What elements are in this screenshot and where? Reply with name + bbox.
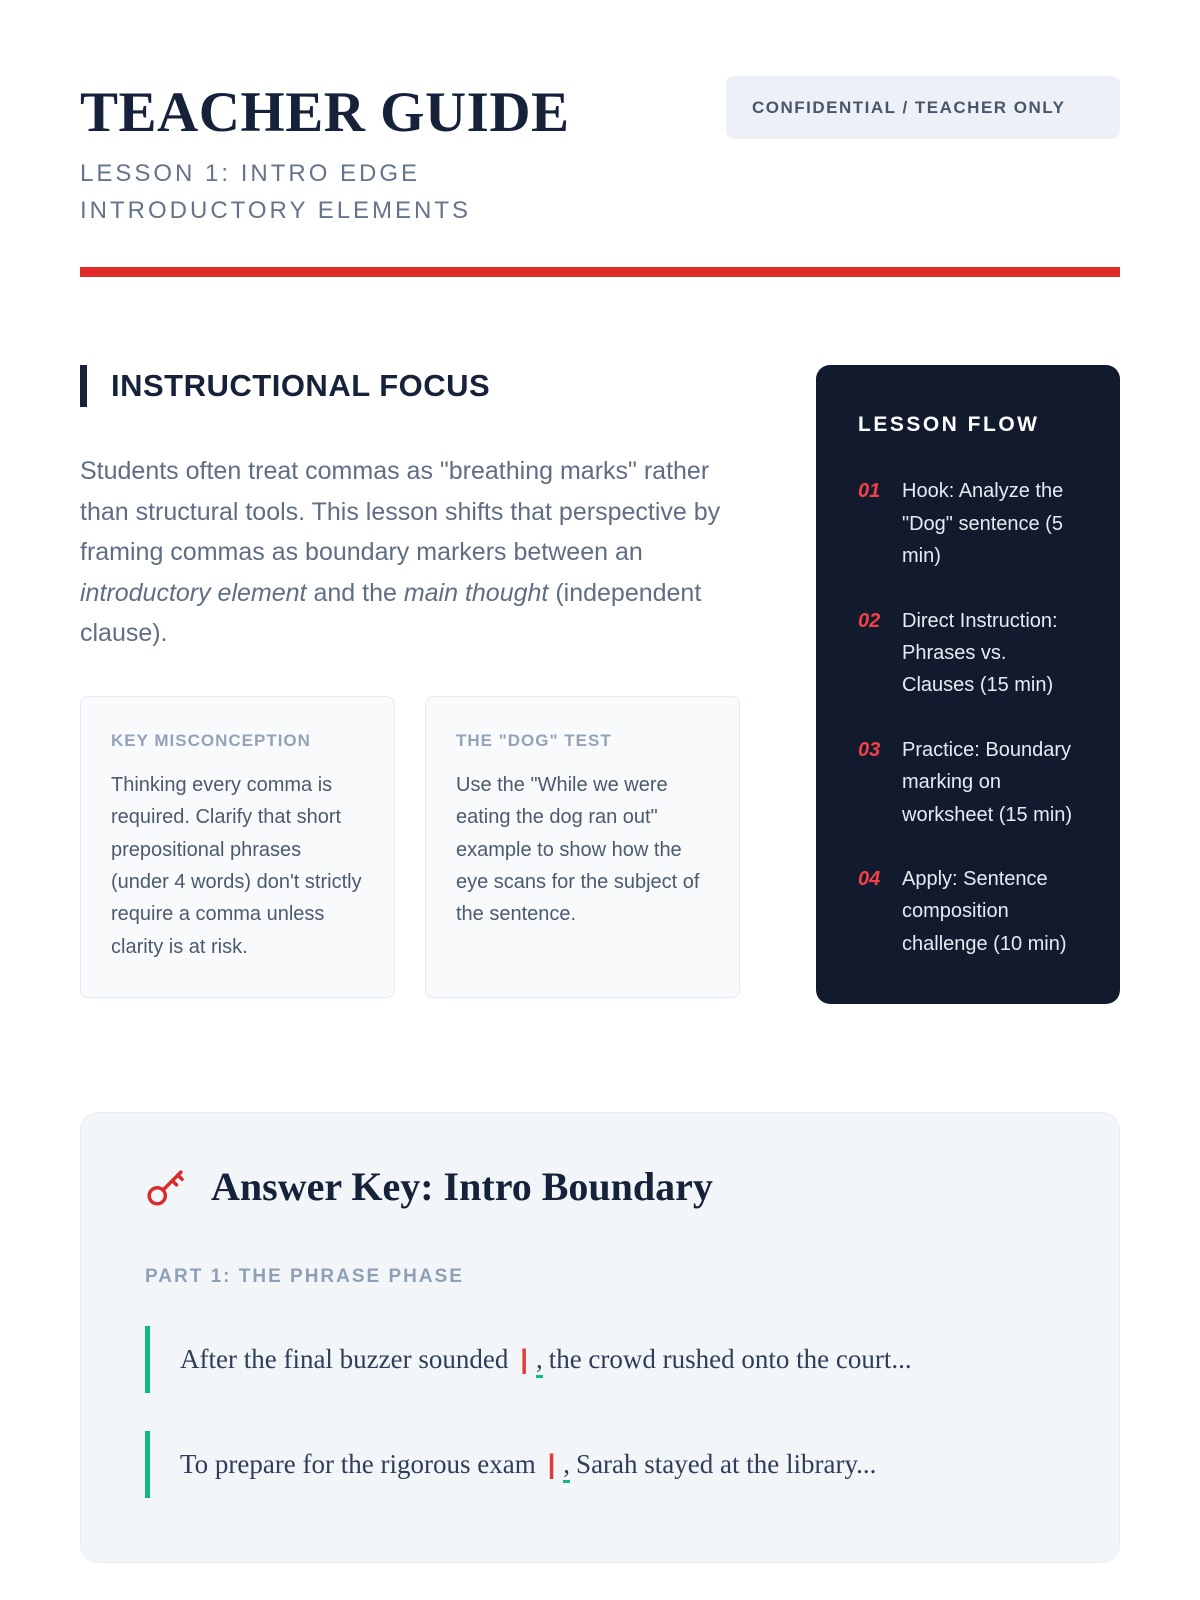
lesson-flow-item <box>858 863 1080 960</box>
instructional-focus-column <box>80 365 740 998</box>
answer-sentence <box>145 1326 1055 1393</box>
divider-rule <box>80 267 1120 277</box>
step-number: 04 <box>858 867 881 890</box>
lesson-flow-card <box>816 365 1120 1004</box>
sentence-before: To prepare for the rigorous exam <box>180 1449 536 1480</box>
page-subtitle: LESSON 1: INTRO EDGE INTRODUCTORY ELEMENTS <box>80 160 472 225</box>
main-content-row <box>80 365 1120 1004</box>
card-body: Use the "While we were eating the dog ran out" example to show how the eye scans for the subject of the sentence. <box>456 773 700 926</box>
sentence-before: After the final buzzer sounded <box>180 1344 509 1375</box>
sentence-after: the crowd rushed onto the court... <box>548 1344 912 1375</box>
step-text: Hook: Analyze the "Dog" sentence (5 min) <box>902 480 1064 568</box>
focus-paragraph-italic-1: introductory element <box>80 578 307 607</box>
focus-paragraph-text: Students often treat commas as "breathing marks" rather than structural tools. This lesson shifts that perspective by framing commas as boundary markers between an <box>80 457 721 567</box>
answer-key-title-row <box>145 1163 1055 1210</box>
card-body: Thinking every comma is required. Clarify that short prepositional phrases (under 4 words) don't strictly require a comma unless clarity is at risk. <box>111 773 362 958</box>
header <box>80 81 1120 229</box>
focus-paragraph-text-3: (independent clause). <box>80 578 702 648</box>
card-title: THE "DOG" TEST <box>456 730 612 750</box>
section-heading <box>80 365 740 407</box>
focus-paragraph-text-2: and the <box>306 578 404 607</box>
card-title: KEY MISCONCEPTION <box>111 730 311 750</box>
sentence-after: Sarah stayed at the library... <box>576 1449 877 1480</box>
tips-cards-row <box>80 696 740 998</box>
lesson-flow-item <box>858 734 1080 831</box>
lesson-flow-heading: LESSON FLOW <box>858 413 1040 437</box>
key-icon <box>145 1166 187 1208</box>
marked-comma: , <box>563 1449 570 1483</box>
section-title: INSTRUCTIONAL FOCUS <box>111 368 491 404</box>
page-title: TEACHER GUIDE <box>80 81 570 144</box>
focus-paragraph-italic-2: main thought <box>403 578 549 607</box>
confidential-badge: CONFIDENTIAL / TEACHER ONLY <box>726 76 1120 139</box>
step-text: Practice: Boundary marking on worksheet (15 min) <box>902 738 1073 826</box>
answer-key-card <box>80 1112 1120 1563</box>
focus-paragraph <box>80 451 740 654</box>
step-number: 03 <box>858 738 881 761</box>
answer-key-title: Answer Key: Intro Boundary <box>211 1164 713 1210</box>
step-number: 01 <box>858 480 881 503</box>
marked-comma: , <box>536 1344 543 1378</box>
step-text: Apply: Sentence composition challenge (10 min) <box>902 867 1067 955</box>
heading-accent-bar <box>80 365 87 407</box>
step-text: Direct Instruction: Phrases vs. Clauses (15 min) <box>902 609 1058 697</box>
dog-test-card <box>425 696 740 998</box>
key-misconception-card <box>80 696 395 998</box>
step-number: 02 <box>858 609 881 632</box>
boundary-marker: | <box>547 1449 556 1480</box>
boundary-marker: | <box>520 1344 528 1375</box>
answer-sentence <box>145 1431 1055 1498</box>
part-heading: PART 1: THE PHRASE PHASE <box>145 1266 464 1288</box>
lesson-flow-item <box>858 605 1080 702</box>
header-title-block <box>80 81 645 229</box>
lesson-flow-item <box>858 475 1080 572</box>
